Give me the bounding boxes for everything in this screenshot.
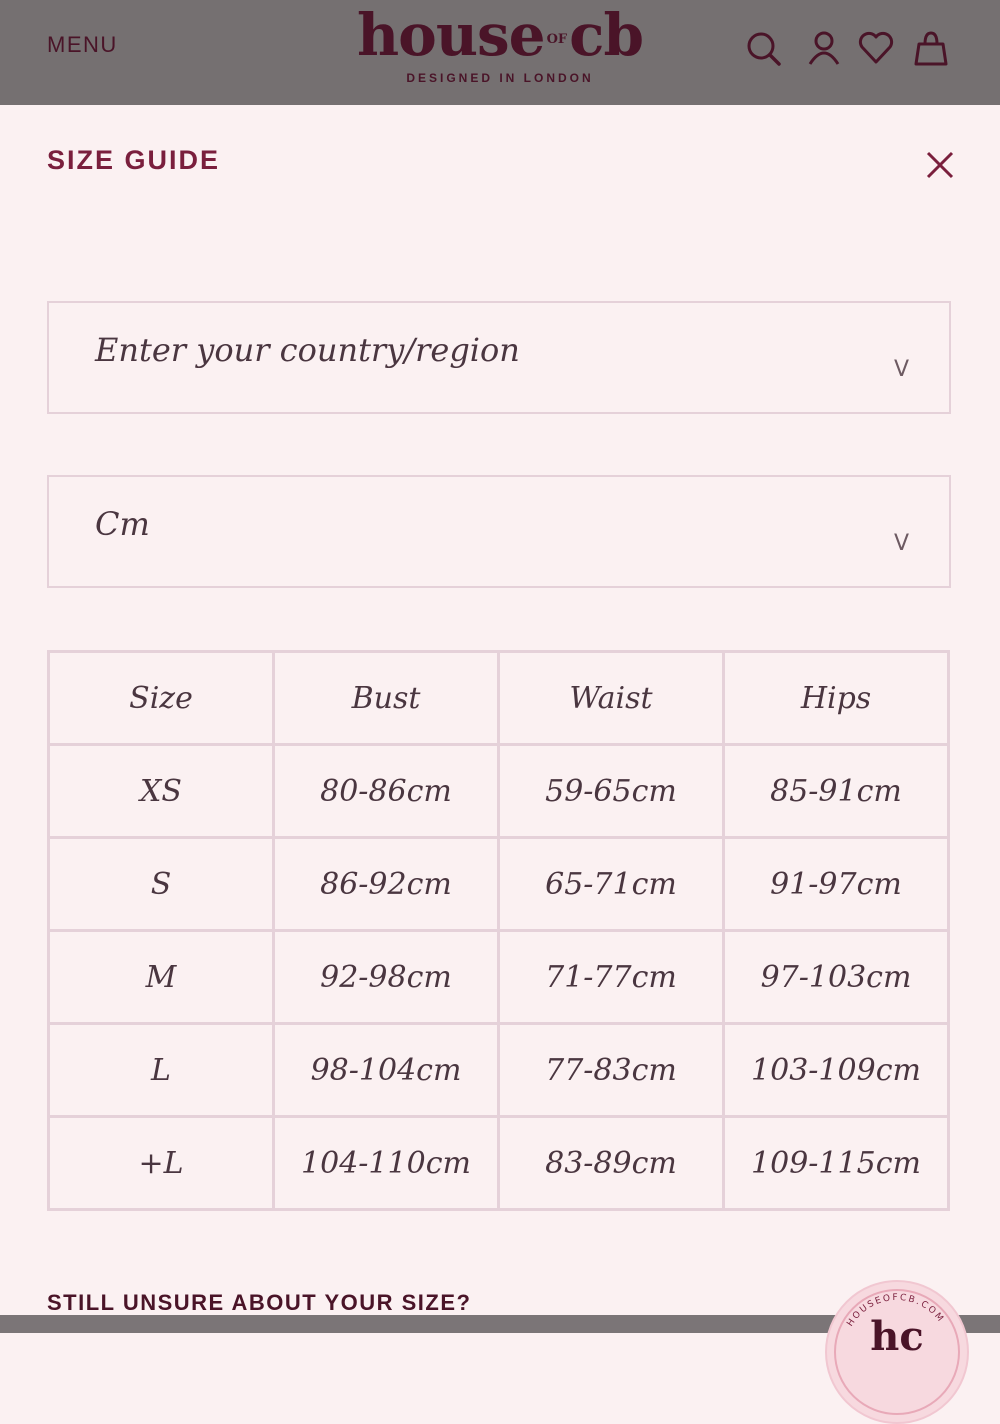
chevron-down-icon: V: [893, 531, 909, 556]
table-cell: 98-104cm: [274, 1024, 499, 1117]
table-row: [49, 745, 949, 838]
table-cell: 71-77cm: [499, 931, 724, 1024]
unit-select-value: Cm: [95, 505, 150, 543]
column-header-size: Size: [49, 652, 274, 745]
badge-monogram: hc: [870, 1313, 924, 1360]
column-header-bust: Bust: [274, 652, 499, 745]
table-cell: 80-86cm: [274, 745, 499, 838]
table-row: [49, 1024, 949, 1117]
table-cell: 83-89cm: [499, 1117, 724, 1210]
table-cell: 97-103cm: [724, 931, 949, 1024]
logo-tagline: DESIGNED IN LONDON: [406, 71, 594, 85]
badge-ring-text: HOUSEOFCB.COM: [845, 1292, 947, 1329]
logo-cb: cb: [569, 1, 643, 69]
country-region-select[interactable]: [47, 301, 951, 414]
table-row: [49, 931, 949, 1024]
column-header-hips: Hips: [724, 652, 949, 745]
wishlist-heart-icon[interactable]: [856, 28, 896, 68]
size-chart-table: [47, 650, 950, 1211]
site-header: [0, 0, 1000, 105]
chevron-down-icon: V: [893, 357, 909, 382]
house-of-cb-logo[interactable]: [350, 0, 650, 100]
table-cell: 91-97cm: [724, 838, 949, 931]
still-unsure-heading: STILL UNSURE ABOUT YOUR SIZE?: [47, 1290, 472, 1315]
unit-select[interactable]: [47, 475, 951, 588]
size-guide-modal: [0, 105, 1000, 1360]
country-select-placeholder: Enter your country/region: [95, 331, 520, 369]
table-header-row: [49, 652, 949, 745]
logo-wordmark: [350, 0, 650, 75]
search-icon[interactable]: [743, 28, 783, 68]
table-cell: 109-115cm: [724, 1117, 949, 1210]
modal-title: SIZE GUIDE: [47, 145, 221, 175]
table-cell: 103-109cm: [724, 1024, 949, 1117]
table-cell: S: [49, 838, 274, 931]
menu-button[interactable]: MENU: [47, 32, 118, 57]
column-header-waist: Waist: [499, 652, 724, 745]
close-icon[interactable]: [922, 147, 958, 183]
bag-icon[interactable]: [911, 28, 951, 68]
table-cell: +L: [49, 1117, 274, 1210]
table-row: [49, 1117, 949, 1210]
table-cell: 104-110cm: [274, 1117, 499, 1210]
logo-of: OF: [546, 32, 568, 47]
table-cell: 77-83cm: [499, 1024, 724, 1117]
table-cell: 65-71cm: [499, 838, 724, 931]
table-cell: 85-91cm: [724, 745, 949, 838]
table-cell: M: [49, 931, 274, 1024]
table-cell: 59-65cm: [499, 745, 724, 838]
logo-house: house: [356, 1, 545, 69]
account-icon[interactable]: [804, 28, 844, 68]
houseofcb-badge[interactable]: [825, 1280, 969, 1424]
table-row: [49, 838, 949, 931]
table-cell: L: [49, 1024, 274, 1117]
table-cell: XS: [49, 745, 274, 838]
table-cell: 92-98cm: [274, 931, 499, 1024]
table-cell: 86-92cm: [274, 838, 499, 931]
